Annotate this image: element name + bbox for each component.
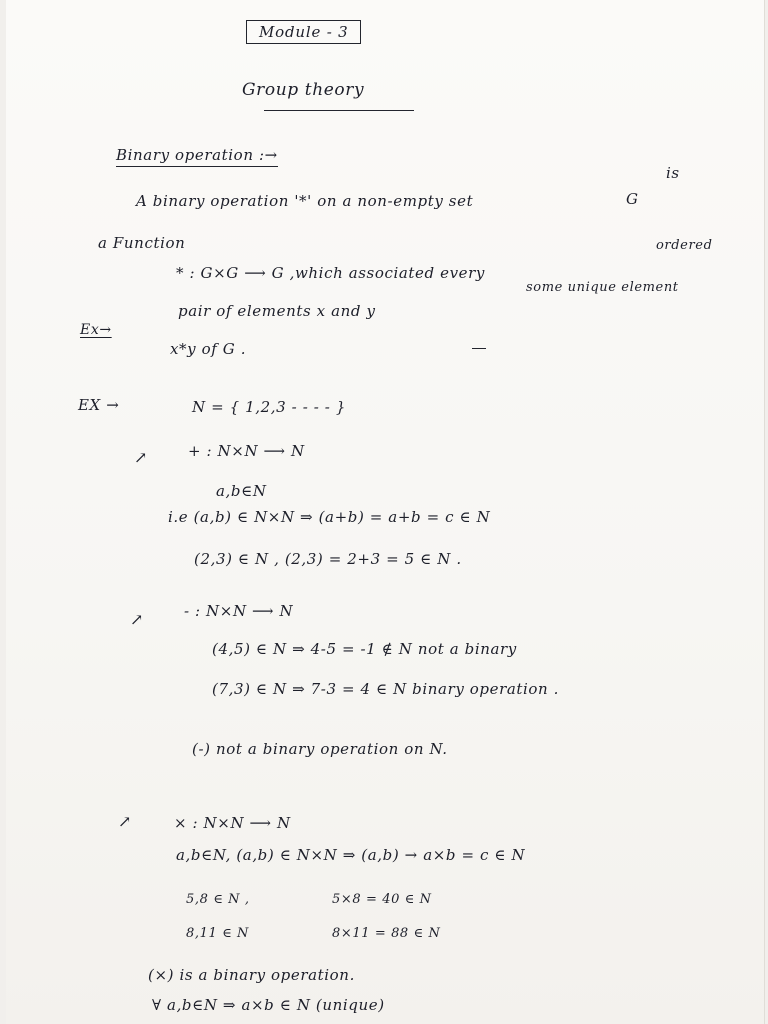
addition-signature: + : N×N ⟶ N (188, 442, 305, 460)
multiplication-signature: × : N×N ⟶ N (174, 814, 291, 832)
stray-dash (472, 348, 486, 349)
multiplication-line-2a: 5,8 ∈ N , (186, 892, 250, 907)
definition-text: A binary operation '*' on a non-empty set (136, 192, 474, 210)
section-heading: Binary operation :→ (116, 146, 278, 167)
multiplication-line-4: (×) is a binary operation. (148, 966, 355, 984)
multiplication-line-3b: 8×11 = 88 ∈ N (332, 926, 441, 941)
addition-line-2: i.e (a,b) ∈ N×N ⇒ (a+b) = a+b = c ∈ N (168, 508, 491, 526)
addition-marker-icon: ↗ (134, 448, 148, 467)
definition-unique-element: some unique element (526, 280, 679, 295)
title-underline (264, 110, 414, 111)
multiplication-marker-icon: ↗ (118, 812, 132, 831)
definition-line-5: x*y of G . (170, 340, 247, 358)
definition-line-3: * : G×G ⟶ G ,which associated every (176, 264, 485, 282)
multiplication-line-5: ∀ a,b∈N ⇒ a×b ∈ N (unique) (152, 996, 385, 1014)
definition-line-1 (136, 192, 473, 210)
subtraction-line-3: (-) not a binary operation on N. (192, 740, 448, 758)
module-label-box (246, 20, 361, 44)
subtraction-line-1: (4,5) ∈ N ⇒ 4-5 = -1 ∉ N not a binary (212, 640, 517, 658)
ex-left-label: Ex→ (80, 322, 112, 338)
multiplication-line-3a: 8,11 ∈ N (186, 926, 250, 941)
example-label: EX → (78, 396, 120, 414)
multiplication-line-1: a,b∈N, (a,b) ∈ N×N ⇒ (a,b) → a×b = c ∈ N (176, 846, 526, 864)
module-label: Module - 3 (259, 23, 349, 41)
subtraction-signature: - : N×N ⟶ N (184, 602, 294, 620)
definition-is: is (666, 164, 680, 182)
addition-line-1: a,b∈N (216, 482, 267, 500)
definition-ordered: ordered (656, 238, 713, 253)
notebook-page (6, 0, 765, 1024)
example-set: N = { 1,2,3 - - - - } (192, 398, 346, 416)
addition-line-3: (2,3) ∈ N , (2,3) = 2+3 = 5 ∈ N . (194, 550, 462, 568)
multiplication-line-2b: 5×8 = 40 ∈ N (332, 892, 432, 907)
subtraction-marker-icon: ↗ (130, 610, 144, 629)
definition-line-2: a Function (98, 234, 186, 252)
definition-line-4: pair of elements x and y (178, 302, 376, 320)
page-title: Group theory (242, 80, 365, 100)
definition-set-g: G (626, 190, 639, 208)
subtraction-line-2: (7,3) ∈ N ⇒ 7-3 = 4 ∈ N binary operation . (212, 680, 560, 698)
